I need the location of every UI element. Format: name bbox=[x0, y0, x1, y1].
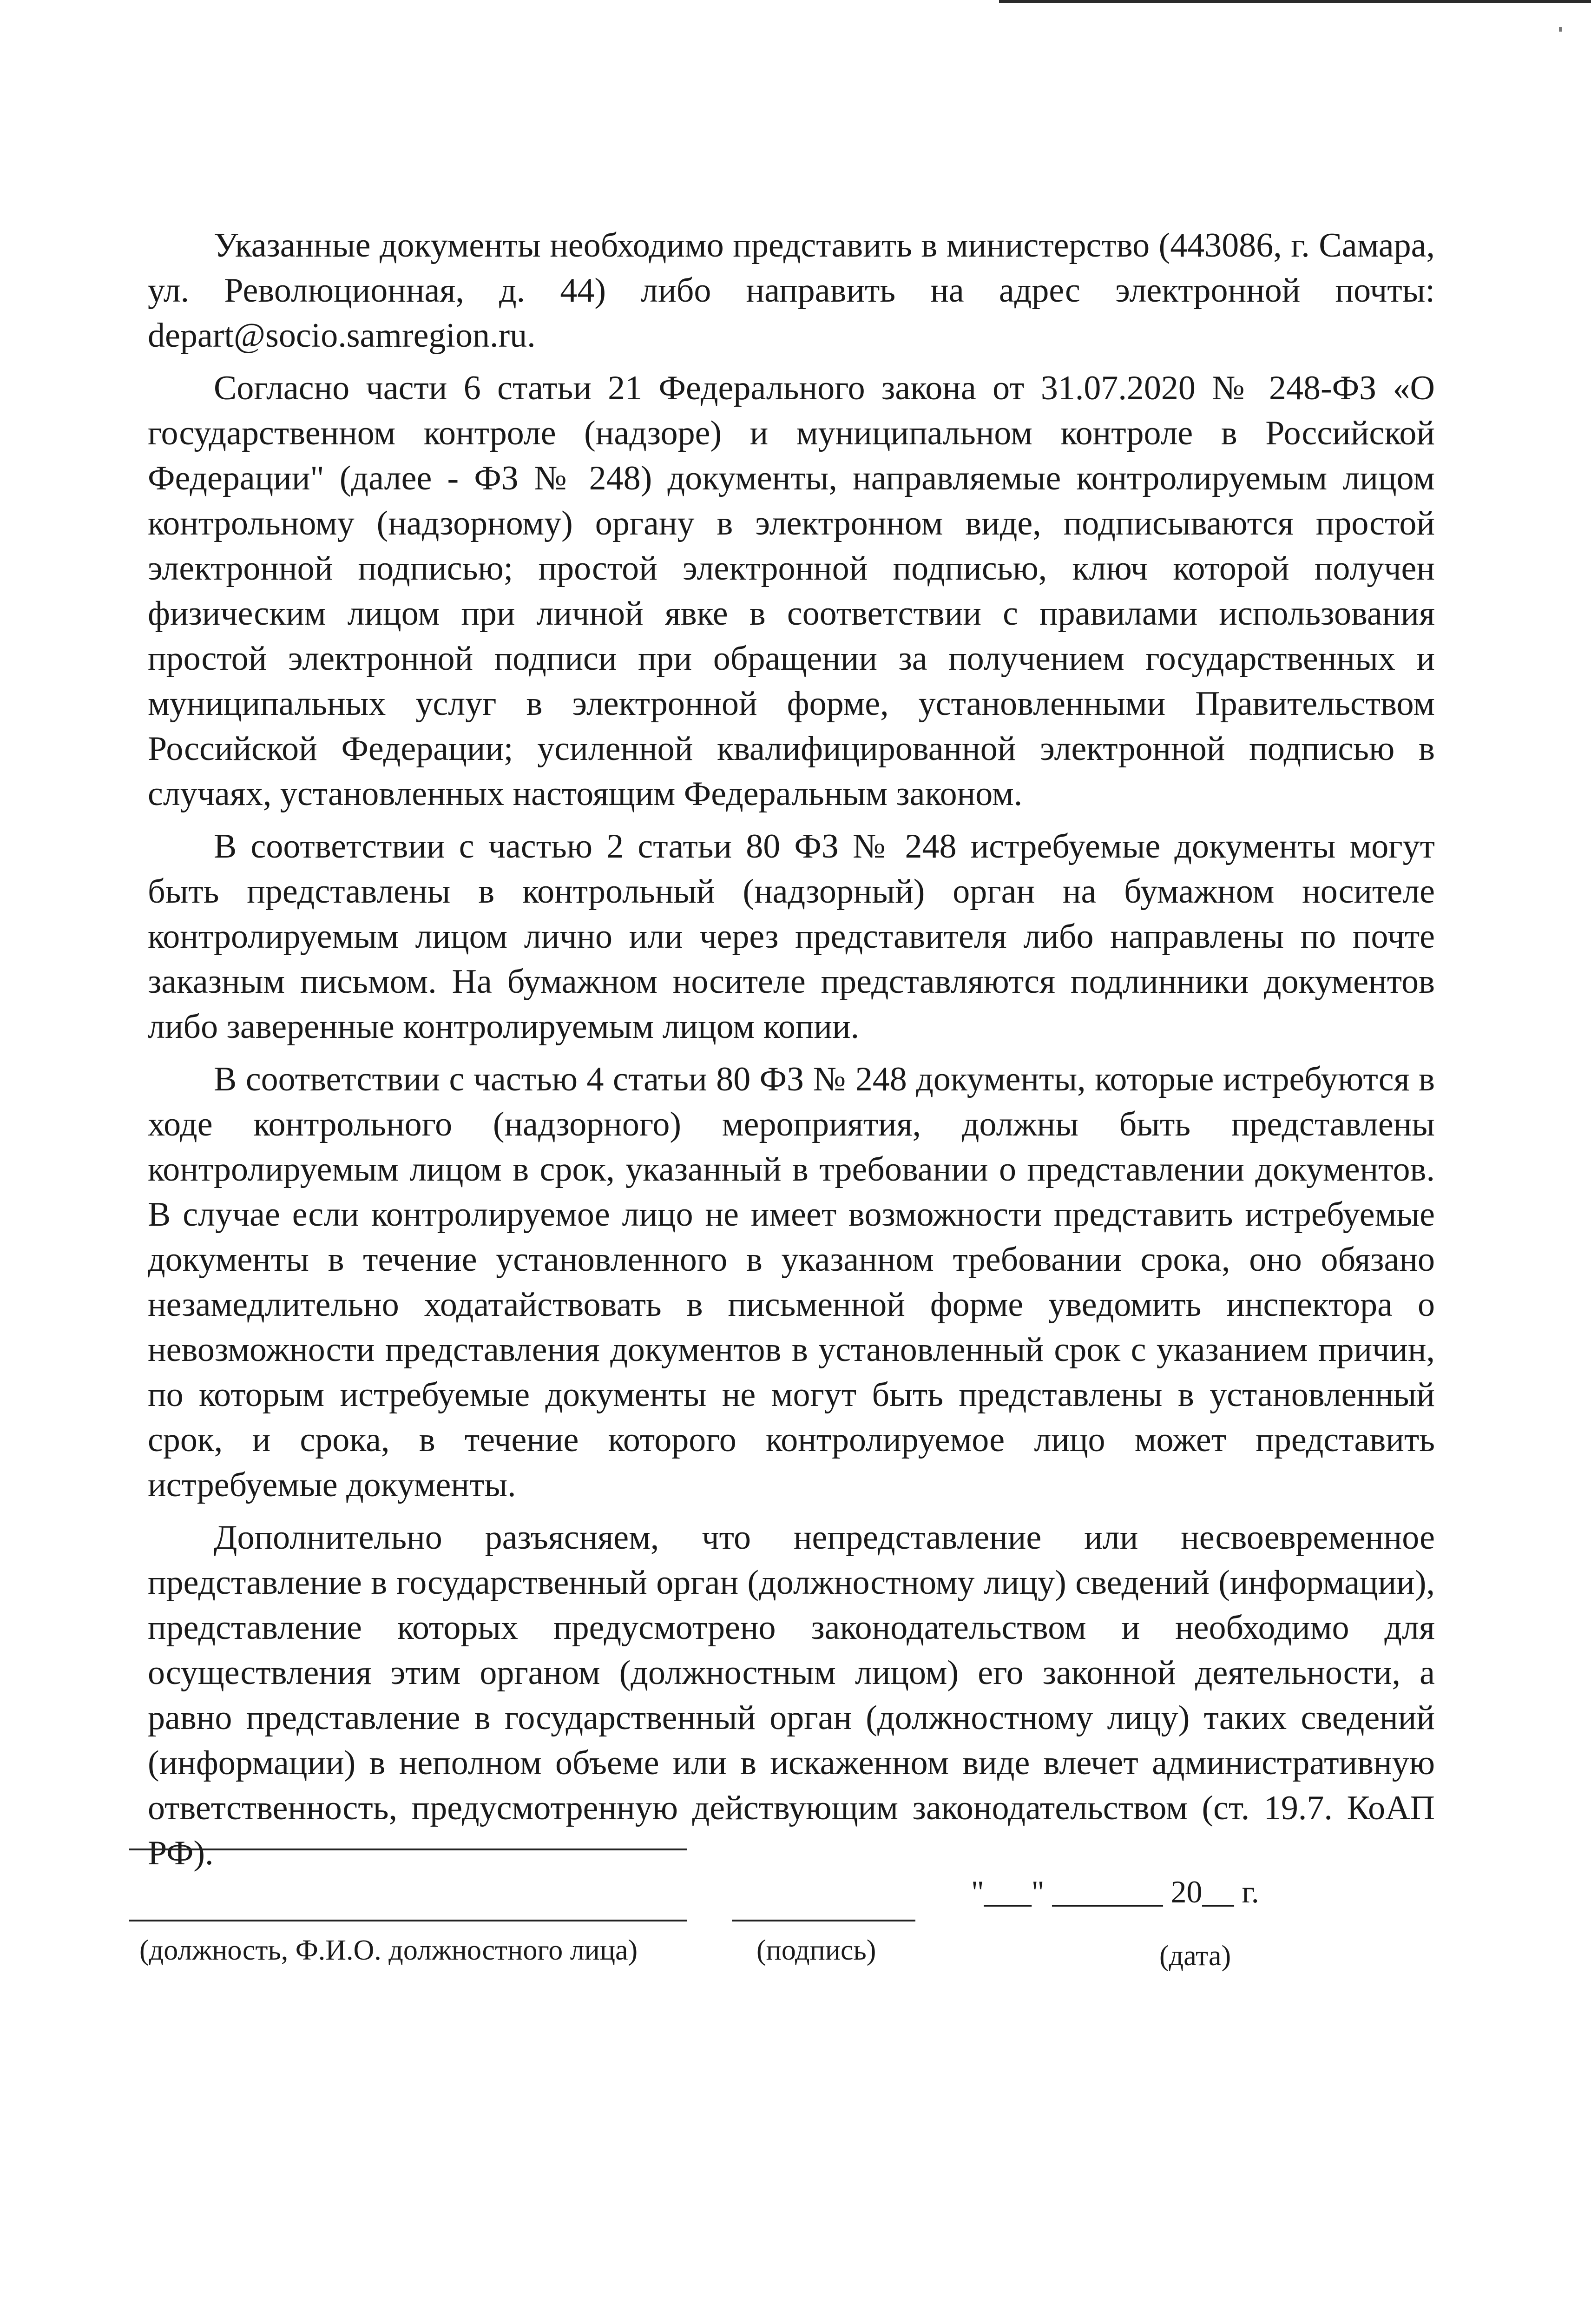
date-caption: (дата) bbox=[1159, 1940, 1231, 1972]
signature-line bbox=[732, 1920, 915, 1921]
scan-speck-artifact bbox=[1559, 27, 1562, 32]
document-body bbox=[148, 223, 1435, 1876]
paragraph-electronic-signature: Согласно части 6 статьи 21 Федерального закона от 31.07.2020 № 248-ФЗ «О государственном контроле (надзоре) и муниципальном контроле в Российской Федерации" (далее - ФЗ № 248) документы, направляемые контролируемым лицом контрольному (надзорному) органу в электронном виде, подписываются простой электронной подписью; простой электронной подписью, ключ которой получен физическим лицом при личной явке в соответствии с правилами использования простой электронной подписи при обращении за получением государственных и муниципальных услуг в электронной форме, установленными Правительством Российской Федерации; усиленной квалифицированной электронной подписью в случаях, установленных настоящим Федеральным законом. bbox=[148, 369, 1435, 813]
paragraph-submission-deadline: В соответствии с частью 4 статьи 80 ФЗ № 248 документы, которые истребуются в ходе контрольного (надзорного) мероприятия, должны быть представлены контролируемым лицом в срок, указанный в требовании о представлении документов. В случае если контролируемое лицо не имеет возможности представить истребуемые документы в течение установленного в указанном требовании срока, оно обязано незамедлительно ходатайствовать в письменной форме уведомить инспектора о невозможности представления документов в установленный срок с указанием причин, по которым истребуемые документы не могут быть представлены в установленный срок, и срока, в течение которого контролируемое лицо может представить истребуемые документы. bbox=[148, 1060, 1435, 1504]
official-caption: (должность, Ф.И.О. должностного лица) bbox=[139, 1934, 638, 1966]
paragraph-submission-address: Указанные документы необходимо представить в министерство (443086, г. Самара, ул. Революционная, д. 44) либо направить на адрес электронной почты: depart@socio.samregion.ru. bbox=[148, 226, 1435, 355]
signature-caption: (подпись) bbox=[756, 1934, 876, 1966]
scan-border-artifact bbox=[999, 0, 1591, 3]
date-field: "___" _______ 20__ г. bbox=[971, 1874, 1259, 1909]
official-name-line-upper bbox=[129, 1849, 687, 1850]
official-name-line-lower bbox=[129, 1920, 687, 1921]
paragraph-paper-submission: В соответствии с частью 2 статьи 80 ФЗ № 248 истребуемые документы могут быть представлены в контрольный (надзорный) орган на бумажном носителе контролируемым лицом лично или через представителя либо направлены по почте заказным письмом. На бумажном носителе представляются подлинники документов либо заверенные контролируемым лицом копии. bbox=[148, 827, 1435, 1046]
paragraph-liability-notice: Дополнительно разъясняем, что непредставление или несвоевременное представление в государственный орган (должностному лицу) сведений (информации), представление которых предусмотрено законодательством и необходимо для осуществления этим органом (должностным лицом) его законной деятельности, а равно представление в государственный орган (должностному лицу) таких сведений (информации) в неполном объеме или в искаженном виде влечет административную ответственность, предусмотренную действующим законодательством (ст. 19.7. КоАП РФ). bbox=[148, 1519, 1435, 1872]
